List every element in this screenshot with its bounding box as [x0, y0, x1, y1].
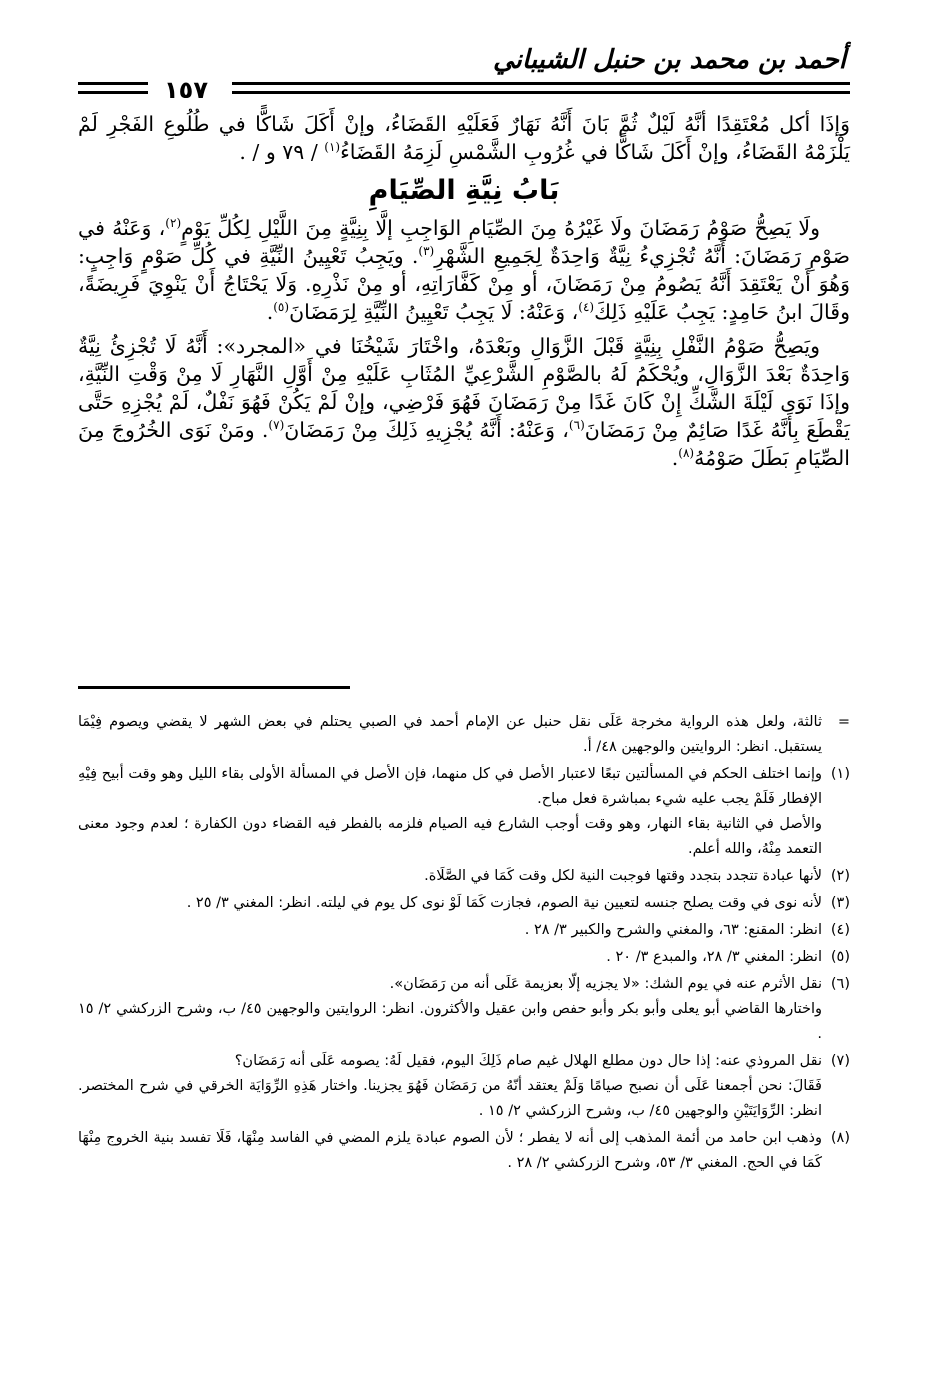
- footnote-text: وإنما اختلف الحكم في المسألتين تبعًا لاعتبار الأصل في كل منهما، فإن الأصل في المسألة الأولى بقاء الليل وهو وقت أبيح فِيْهِ الإفطار فَلَمْ يجب عليه شيء بمباشرة فعل مباح.: [78, 766, 822, 807]
- intro-text: وَإذَا أكل مُعْتَقِدًا أنَّهُ لَيْلٌ ثُمَّ بَانَ أَنَّهُ نَهَارٌ فَعَلَيْهِ القَضَاءُ، وإنْ أَكَلَ شَاكًّا في طُلُوعِ الفَجْرِ لَمْ يَلْزَمْهُ القَضَاءُ، وإنْ أَكَلَ شَاكًّا في غُرُوبِ الشَّمْسِ لَزِمَهُ القَضَاءُ: [78, 112, 850, 164]
- footnote-text: لأنه نوى في وقت يصلح جنسه لتعيين نية الصوم، فجازت كَمَا لَوْ نوى كل يوم في ليلته. انظر: المغني ٣/ ٢٥ .: [186, 895, 822, 911]
- paragraph-text: ولَا يَصِحُّ صَوْمُ رَمَضَانَ ولَا غَيْرُهُ مِنَ الصِّيَامِ الوَاجِبِ إلَّا بِنِيَّةٍ مِنَ اللَّيْلِ لِكُلِّ يَوْمٍ: [181, 216, 820, 240]
- footnote-text: فَقَالَ: نحن أجمعنا عَلَى أن نصبح صيامًا وَلَمْ يعتقد أنّهُ من رَمَضَان فَهُوَ يجزينا. واختار هَذِهِ الرِّوَايَة الخرقي في شرح المختصر. انظر: الرِّوَايَتَيْنِ والوجهين ٤٥/ ب، وشرح الزركشي ٢/ ١٥ .: [78, 1078, 822, 1119]
- paragraph-text: . ويَجِبُ تَعْيِينُ النِّيَّةِ في كُلِّ صَوْمٍ وَاجِبٍ: وَهُوَ أَنْ يَعْتَقِدَ أَنَّهُ يَصُومُ مِنْ رَمَضَانَ، أو مِنْ كَفَّارَاتِهِ، أو مِنْ نَذْرِهِ. وَلَا يَحْتَاجُ أَنْ يَنْوِيَ فَرِيضَةً، وقَالَ ابنُ حَامِدٍ: يَجِبُ عَلَيْهِ ذَلِكَ: [78, 244, 850, 324]
- footnote-number: (٦): [830, 976, 850, 992]
- paragraph-voluntary-fast: [78, 332, 850, 472]
- header-rule-left: [78, 82, 148, 94]
- footnote: [78, 918, 850, 943]
- footnote: [78, 710, 850, 760]
- chapter-title: بَابُ نِيَّةِ الصِّيَامِ: [368, 175, 560, 206]
- paragraph-text: . ومَنْ نَوَى الخُرُوجَ مِنَ الصِّيَامِ بَطَلَ صَوْمُهُ: [78, 418, 850, 470]
- footnote-text: انظر: المغني ٣/ ٢٨، والمبدع ٣/ ٢٠ .: [606, 949, 822, 965]
- footnote-marker[interactable]: (٧): [268, 418, 285, 433]
- footnote-text: نقل المروذي عنه: إذا حال دون مطلع الهلال غيم صام ذَلِكَ اليوم، فقيل لَهُ: يصومه عَلَى أنه رَمَضَان؟: [234, 1053, 822, 1069]
- footnote-marker[interactable]: (٢): [165, 216, 182, 231]
- paragraph-text: ، وَعَنْهُ في صَوْمِ رَمَضَانَ: أَنَّهُ تُجْزِيءُ نِيَّةٌ وَاحِدَةٌ لِجَمِيعِ الشَّهْرِ: [78, 216, 850, 268]
- footnote: [78, 1049, 850, 1124]
- paragraph-text: ، وَعَنْهُ: أَنَّهُ يُجْزِيهِ ذَلِكَ مِنْ رَمَضَانَ: [284, 418, 569, 442]
- running-title: أحمد بن محمد بن حنبل الشيباني: [493, 45, 846, 75]
- paragraph-text: ويَصِحُّ صَوْمُ النَّفْلِ بِنِيَّةٍ قَبْلَ الزَّوَالِ وبَعْدَهُ، واخْتَارَ شَيْخُنَا في «المجرد»: أَنَّهُ لَا تُجْزِئُ نِيَّةٌ وَاحِدَةٌ بَعْدَ الزَّوَالِ، ويُحْكَمُ لَهُ بالصَّوْمِ الشَّرْعِيِّ المُثَابِ عَلَيْهِ مِنْ أَوَّلِ النَّهَارِ لَا مِنْ وَقْتِ النِّيَّةِ، وإذَا نَوَى لَيْلَةَ الشَّكِّ إِنْ كَانَ غَدًا مِنْ رَمَضَانَ فَهُوَ فَرْضِي، وإنْ لَمْ يَكُنْ فَهُوَ نَفْلٌ، لَمْ يُجْزِهِ حَتَّى يَقْطَعَ بِأَنَّهُ غَدًا صَائِمٌ مِنْ رَمَضَانَ: [78, 334, 851, 442]
- manuscript-ref: / ٧٩ و / .: [239, 140, 325, 164]
- footnote-text: وذهب ابن حامد من أئمة المذهب إلى أنه لا يفطر ؛ لأن الصوم عبادة يلزم المضي في الفاسد مِنْهَا، فَلَا تفسد بنية الخروج مِنْهَا كَمَا في الحج. المغني ٣/ ٥٣، وشرح الزركشي ٢/ ٢٨ .: [78, 1130, 822, 1171]
- footnote: [78, 891, 850, 916]
- footnote-marker[interactable]: (٣): [418, 244, 435, 259]
- footnote: [78, 864, 850, 889]
- footnote: [78, 972, 850, 1047]
- footnote: [78, 1126, 850, 1176]
- footnote-marker[interactable]: (١): [324, 140, 341, 155]
- main-text: [78, 110, 850, 472]
- footnote-marker[interactable]: (٤): [578, 300, 595, 315]
- header-rule-right: [232, 82, 850, 94]
- footnote-text: نقل الأثرم عنه في يوم الشك: «لا يجزيه إلّا بعزيمة عَلَى أنه من رَمَضَان».: [389, 976, 822, 992]
- footnote-number: (٧): [830, 1053, 850, 1069]
- intro-paragraph: [78, 110, 850, 166]
- paragraph-text: ، وَعَنْهُ: لَا يَجِبُ تَعْيِينُ النِّيَّةِ لِرَمَضَانَ: [289, 300, 579, 324]
- footnote-text: لأنها عبادة تتجدد بتجدد وقتها فوجبت النية لكل وقت كَمَا في الصَّلَاة.: [424, 868, 822, 884]
- footnote: [78, 945, 850, 970]
- footnote-number: (٣): [830, 895, 850, 911]
- footnote-text: والأصل في الثانية بقاء النهار، وهو وقت أوجب الشارع فيه الصيام فلزمه بالفطر فيه القضاء دون الكفارة ؛ لعدم وجود معنى التعمد مِنْهُ، والله أعلم.: [78, 816, 822, 857]
- footnote-marker[interactable]: (٥): [273, 300, 290, 315]
- footnote-text: واختارها القاضي أبو يعلى وأبو بكر وأبو حفص وابن عقيل والأكثرون. انظر: الروايتين والوجهين ٤٥/ ب، وشرح الزركشي ٢/ ١٥ .: [78, 1001, 822, 1042]
- footnote-number: (٢): [830, 868, 850, 884]
- footnote-number: (٨): [830, 1130, 850, 1146]
- footnote-number: =: [837, 714, 850, 730]
- page-number: ١٥٧: [158, 76, 214, 104]
- footnote-text: انظر: المقنع: ٦٣، والمغني والشرح والكبير ٣/ ٢٨ .: [524, 922, 822, 938]
- footnote-marker[interactable]: (٨): [678, 446, 695, 461]
- paragraph-text: .: [266, 300, 274, 324]
- footnote-number: (١): [830, 766, 850, 782]
- footnote-number: (٥): [830, 949, 850, 965]
- paragraph-text: .: [671, 446, 679, 470]
- footnote-marker[interactable]: (٦): [568, 418, 585, 433]
- footnote: [78, 762, 850, 862]
- footnotes: [78, 710, 850, 1178]
- footnote-number: (٤): [830, 922, 850, 938]
- footnote-separator: [78, 686, 350, 689]
- paragraph-intention: [78, 214, 850, 326]
- footnote-text: ثالثة، ولعل هذه الرواية مخرجة عَلَى نقل حنبل عن الإمام أحمد في الصبي يحتلم في بعض الشهر لا يقضي ويصوم فِيْمَا يستقبل. انظر: الروايتين والوجهين ٤٨/ أ.: [78, 714, 822, 755]
